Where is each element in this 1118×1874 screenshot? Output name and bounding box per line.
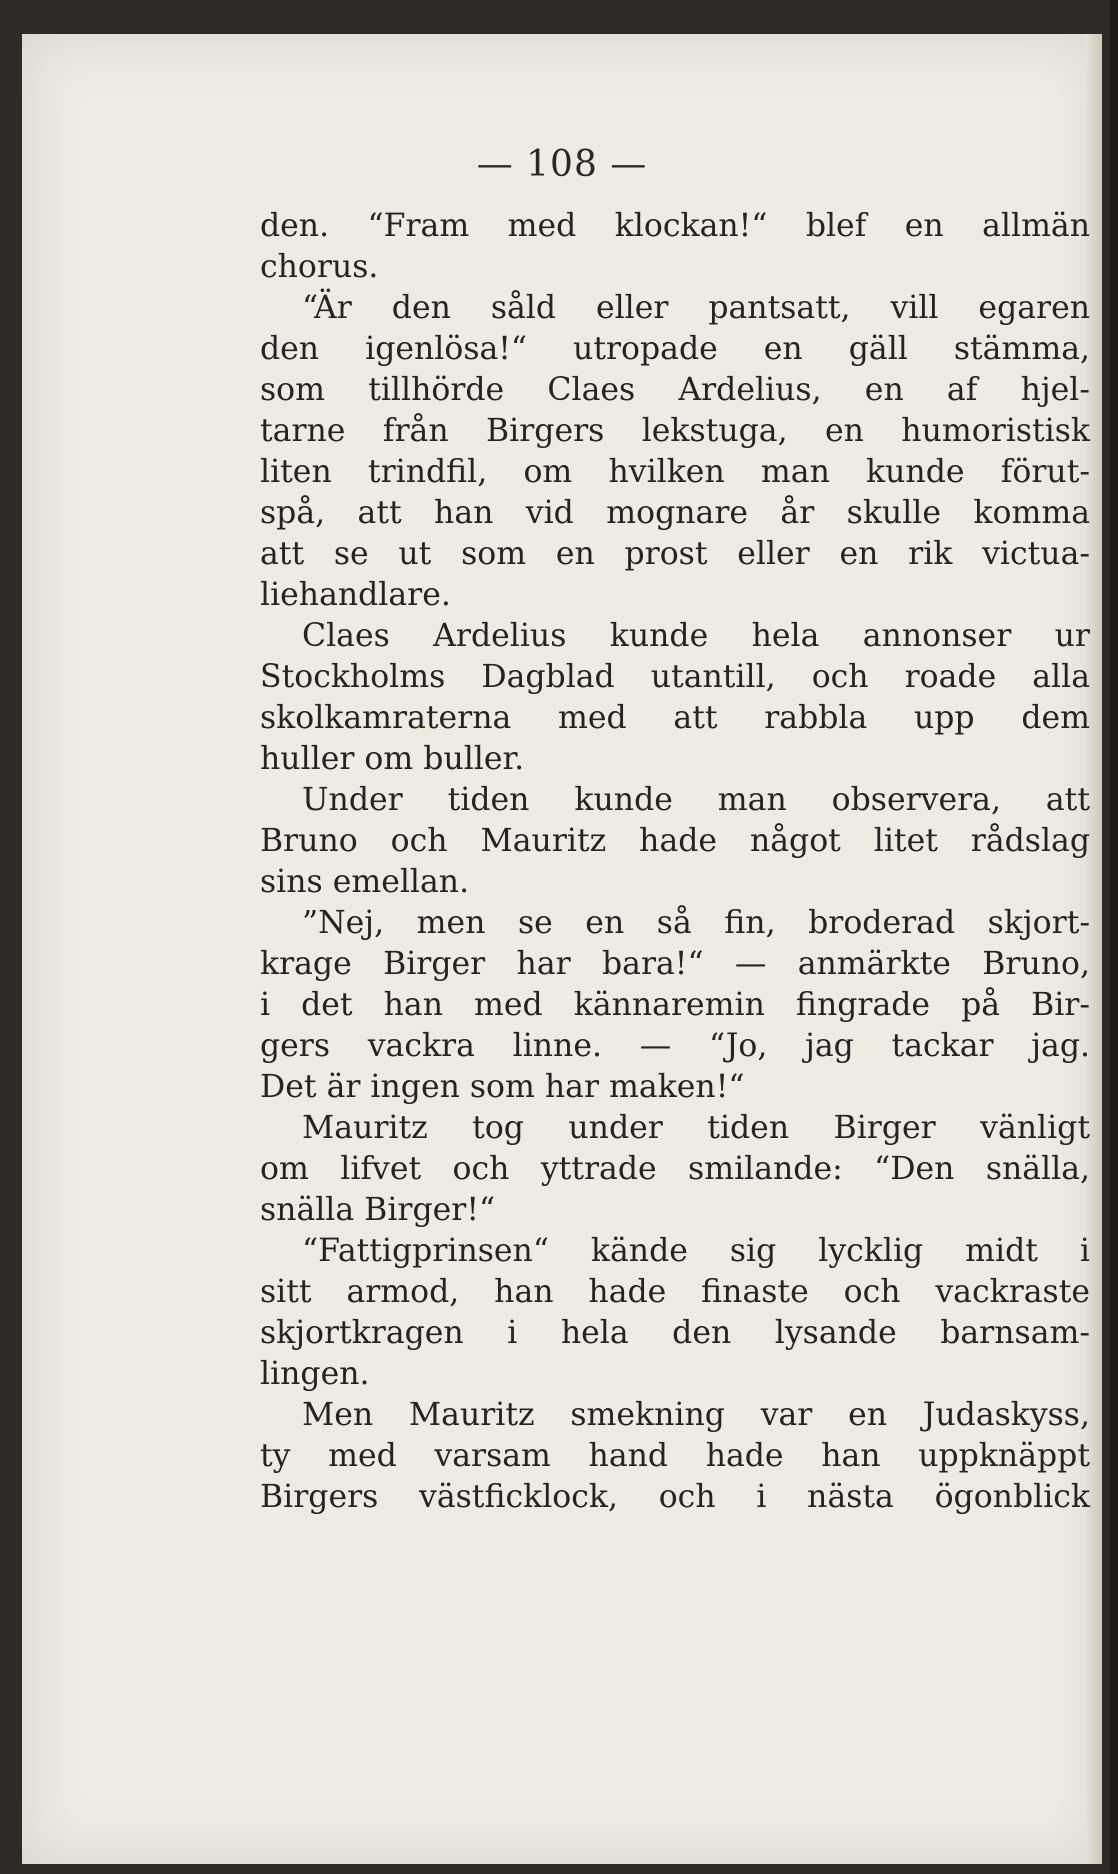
text-line: som tillhörde Claes Ardelius, en af hjel- xyxy=(260,372,1090,408)
text-line: chorus. xyxy=(260,249,379,285)
text-line: liehandlare. xyxy=(260,577,451,613)
text-line: skolkamraterna med att rabbla upp dem xyxy=(260,700,1090,736)
text-line: skjortkragen i hela den lysande barnsam- xyxy=(260,1315,1090,1351)
binding-edge xyxy=(1110,0,1118,1874)
text-line: i det han med kännaremin fingrade på Bir- xyxy=(260,987,1090,1023)
text-line: lingen. xyxy=(260,1356,370,1392)
text-line: gers vackra linne. — “Jo, jag tackar jag. xyxy=(260,1028,1090,1064)
text-line: “Fattigprinsen“ kände sig lycklig midt i xyxy=(302,1233,1090,1269)
text-line: om lifvet och yttrade smilande: “Den snälla, xyxy=(260,1151,1090,1187)
text-line: att se ut som en prost eller en rik victua- xyxy=(260,536,1090,572)
text-line: Det är ingen som har maken!“ xyxy=(260,1069,745,1105)
text-line: spå, att han vid mognare år skulle komma xyxy=(260,495,1090,531)
text-line: ty med varsam hand hade han uppknäppt xyxy=(260,1438,1090,1474)
text-line: Birgers västficklock, och i nästa ögonblick xyxy=(260,1479,1090,1515)
page-number: — 108 — xyxy=(476,144,648,185)
text-line: Claes Ardelius kunde hela annonser ur xyxy=(302,618,1090,654)
text-line: Men Mauritz smekning var en Judaskyss, xyxy=(302,1397,1090,1433)
text-line: sitt armod, han hade finaste och vackraste xyxy=(260,1274,1090,1310)
text-line: liten trindfil, om hvilken man kunde förut- xyxy=(260,454,1090,490)
text-line: Bruno och Mauritz hade något litet rådslag xyxy=(260,823,1090,859)
text-line: tarne från Birgers lekstuga, en humoristisk xyxy=(260,413,1090,449)
text-line: huller om buller. xyxy=(260,741,525,777)
text-line: ”Nej, men se en så fin, broderad skjort- xyxy=(302,905,1090,941)
text-line: Stockholms Dagblad utantill, och roade alla xyxy=(260,659,1090,695)
text-line: snälla Birger!“ xyxy=(260,1192,496,1228)
text-line: sins emellan. xyxy=(260,864,470,900)
text-line: krage Birger har bara!“ — anmärkte Bruno, xyxy=(260,946,1090,982)
body-text xyxy=(260,206,1090,1518)
book-page xyxy=(22,34,1102,1864)
text-line: den igenlösa!“ utropade en gäll stämma, xyxy=(260,331,1090,367)
text-line: “Är den såld eller pantsatt, vill egaren xyxy=(302,290,1090,326)
text-line: Mauritz tog under tiden Birger vänligt xyxy=(302,1110,1090,1146)
text-line: den. “Fram med klockan!“ blef en allmän xyxy=(260,208,1090,244)
text-line: Under tiden kunde man observera, att xyxy=(302,782,1090,818)
